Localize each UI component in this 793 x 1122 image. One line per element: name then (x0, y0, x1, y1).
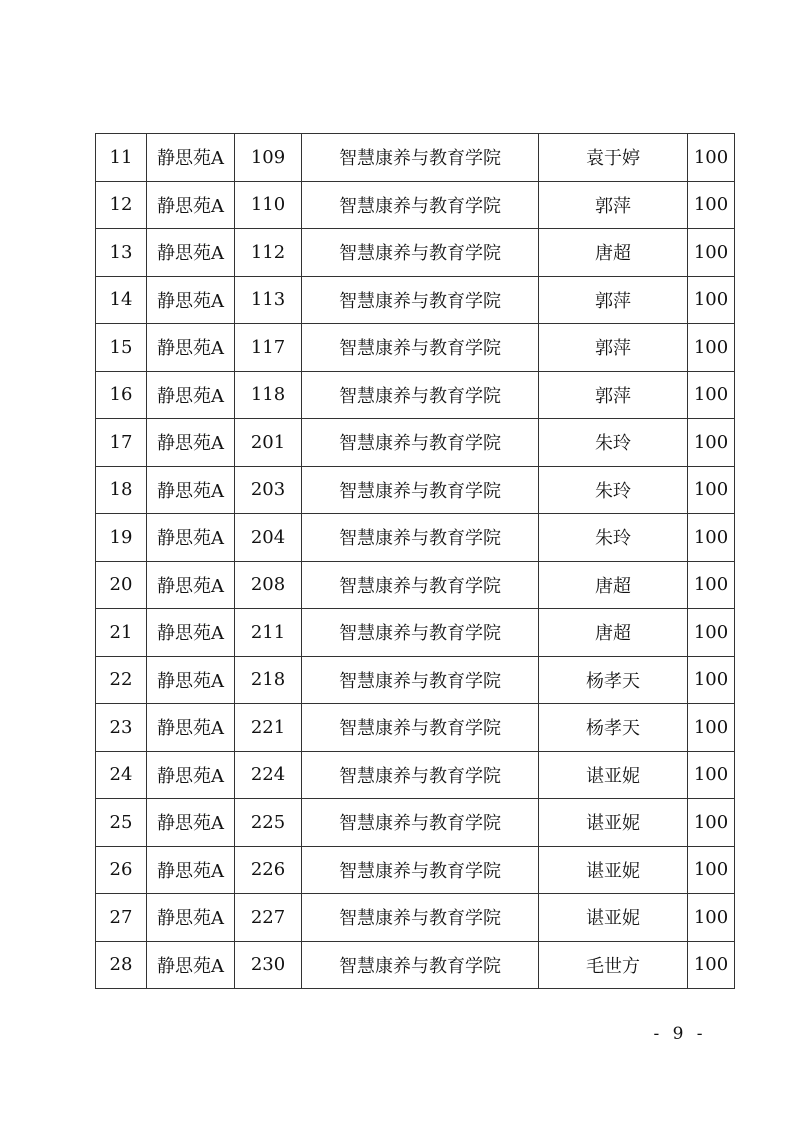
building-cell: 静思苑A (147, 419, 235, 467)
college-cell: 智慧康养与教育学院 (302, 609, 539, 657)
room-number-cell: 118 (235, 371, 302, 419)
row-number-cell: 27 (96, 894, 147, 942)
building-cell: 静思苑A (147, 656, 235, 704)
college-cell: 智慧康养与教育学院 (302, 894, 539, 942)
building-cell: 静思苑A (147, 751, 235, 799)
college-cell: 智慧康养与教育学院 (302, 371, 539, 419)
row-number-cell: 15 (96, 324, 147, 372)
college-cell: 智慧康养与教育学院 (302, 514, 539, 562)
dormitory-score-table (95, 133, 735, 989)
building-cell: 静思苑A (147, 514, 235, 562)
manager-name-cell: 谌亚妮 (539, 799, 688, 847)
row-number-cell: 12 (96, 181, 147, 229)
room-number-cell: 224 (235, 751, 302, 799)
college-cell: 智慧康养与教育学院 (302, 466, 539, 514)
score-cell: 100 (688, 134, 735, 182)
score-cell: 100 (688, 371, 735, 419)
score-cell: 100 (688, 561, 735, 609)
table-body (96, 134, 735, 989)
score-cell: 100 (688, 609, 735, 657)
score-cell: 100 (688, 324, 735, 372)
table-row (96, 229, 735, 277)
score-cell: 100 (688, 656, 735, 704)
room-number-cell: 203 (235, 466, 302, 514)
row-number-cell: 22 (96, 656, 147, 704)
table-row (96, 276, 735, 324)
room-number-cell: 226 (235, 846, 302, 894)
room-number-cell: 225 (235, 799, 302, 847)
table-row (96, 371, 735, 419)
table-row (96, 799, 735, 847)
row-number-cell: 24 (96, 751, 147, 799)
building-cell: 静思苑A (147, 941, 235, 989)
college-cell: 智慧康养与教育学院 (302, 704, 539, 752)
room-number-cell: 208 (235, 561, 302, 609)
room-number-cell: 112 (235, 229, 302, 277)
building-cell: 静思苑A (147, 466, 235, 514)
manager-name-cell: 袁于婷 (539, 134, 688, 182)
manager-name-cell: 郭萍 (539, 276, 688, 324)
room-number-cell: 204 (235, 514, 302, 562)
row-number-cell: 28 (96, 941, 147, 989)
college-cell: 智慧康养与教育学院 (302, 846, 539, 894)
table-row (96, 466, 735, 514)
score-cell: 100 (688, 799, 735, 847)
score-cell: 100 (688, 894, 735, 942)
manager-name-cell: 郭萍 (539, 371, 688, 419)
table-row (96, 894, 735, 942)
college-cell: 智慧康养与教育学院 (302, 799, 539, 847)
manager-name-cell: 郭萍 (539, 324, 688, 372)
manager-name-cell: 谌亚妮 (539, 846, 688, 894)
score-cell: 100 (688, 181, 735, 229)
row-number-cell: 16 (96, 371, 147, 419)
table-row (96, 941, 735, 989)
college-cell: 智慧康养与教育学院 (302, 229, 539, 277)
table-row (96, 561, 735, 609)
building-cell: 静思苑A (147, 181, 235, 229)
score-cell: 100 (688, 846, 735, 894)
room-number-cell: 117 (235, 324, 302, 372)
row-number-cell: 20 (96, 561, 147, 609)
manager-name-cell: 朱玲 (539, 514, 688, 562)
row-number-cell: 25 (96, 799, 147, 847)
page-number: - 9 - (653, 1024, 707, 1044)
room-number-cell: 109 (235, 134, 302, 182)
table-row (96, 846, 735, 894)
score-cell: 100 (688, 941, 735, 989)
college-cell: 智慧康养与教育学院 (302, 324, 539, 372)
table-row (96, 656, 735, 704)
building-cell: 静思苑A (147, 134, 235, 182)
building-cell: 静思苑A (147, 324, 235, 372)
college-cell: 智慧康养与教育学院 (302, 419, 539, 467)
table-row (96, 609, 735, 657)
room-number-cell: 218 (235, 656, 302, 704)
college-cell: 智慧康养与教育学院 (302, 276, 539, 324)
manager-name-cell: 谌亚妮 (539, 894, 688, 942)
row-number-cell: 14 (96, 276, 147, 324)
room-number-cell: 110 (235, 181, 302, 229)
college-cell: 智慧康养与教育学院 (302, 656, 539, 704)
table-row (96, 181, 735, 229)
building-cell: 静思苑A (147, 704, 235, 752)
college-cell: 智慧康养与教育学院 (302, 751, 539, 799)
manager-name-cell: 唐超 (539, 609, 688, 657)
table-row (96, 751, 735, 799)
row-number-cell: 23 (96, 704, 147, 752)
row-number-cell: 26 (96, 846, 147, 894)
table-row (96, 514, 735, 562)
score-cell: 100 (688, 419, 735, 467)
manager-name-cell: 唐超 (539, 229, 688, 277)
college-cell: 智慧康养与教育学院 (302, 181, 539, 229)
building-cell: 静思苑A (147, 561, 235, 609)
table-row (96, 704, 735, 752)
room-number-cell: 221 (235, 704, 302, 752)
score-cell: 100 (688, 704, 735, 752)
college-cell: 智慧康养与教育学院 (302, 941, 539, 989)
building-cell: 静思苑A (147, 894, 235, 942)
manager-name-cell: 谌亚妮 (539, 751, 688, 799)
score-cell: 100 (688, 751, 735, 799)
table-row (96, 324, 735, 372)
building-cell: 静思苑A (147, 229, 235, 277)
score-cell: 100 (688, 466, 735, 514)
table-row (96, 419, 735, 467)
room-number-cell: 201 (235, 419, 302, 467)
manager-name-cell: 朱玲 (539, 466, 688, 514)
college-cell: 智慧康养与教育学院 (302, 561, 539, 609)
building-cell: 静思苑A (147, 846, 235, 894)
manager-name-cell: 朱玲 (539, 419, 688, 467)
row-number-cell: 11 (96, 134, 147, 182)
room-number-cell: 230 (235, 941, 302, 989)
building-cell: 静思苑A (147, 371, 235, 419)
college-cell: 智慧康养与教育学院 (302, 134, 539, 182)
room-number-cell: 113 (235, 276, 302, 324)
building-cell: 静思苑A (147, 276, 235, 324)
row-number-cell: 21 (96, 609, 147, 657)
manager-name-cell: 杨孝天 (539, 704, 688, 752)
row-number-cell: 13 (96, 229, 147, 277)
score-cell: 100 (688, 276, 735, 324)
room-number-cell: 211 (235, 609, 302, 657)
building-cell: 静思苑A (147, 799, 235, 847)
row-number-cell: 17 (96, 419, 147, 467)
score-cell: 100 (688, 514, 735, 562)
manager-name-cell: 杨孝天 (539, 656, 688, 704)
manager-name-cell: 毛世方 (539, 941, 688, 989)
manager-name-cell: 郭萍 (539, 181, 688, 229)
score-cell: 100 (688, 229, 735, 277)
row-number-cell: 19 (96, 514, 147, 562)
room-number-cell: 227 (235, 894, 302, 942)
manager-name-cell: 唐超 (539, 561, 688, 609)
row-number-cell: 18 (96, 466, 147, 514)
building-cell: 静思苑A (147, 609, 235, 657)
table-row (96, 134, 735, 182)
